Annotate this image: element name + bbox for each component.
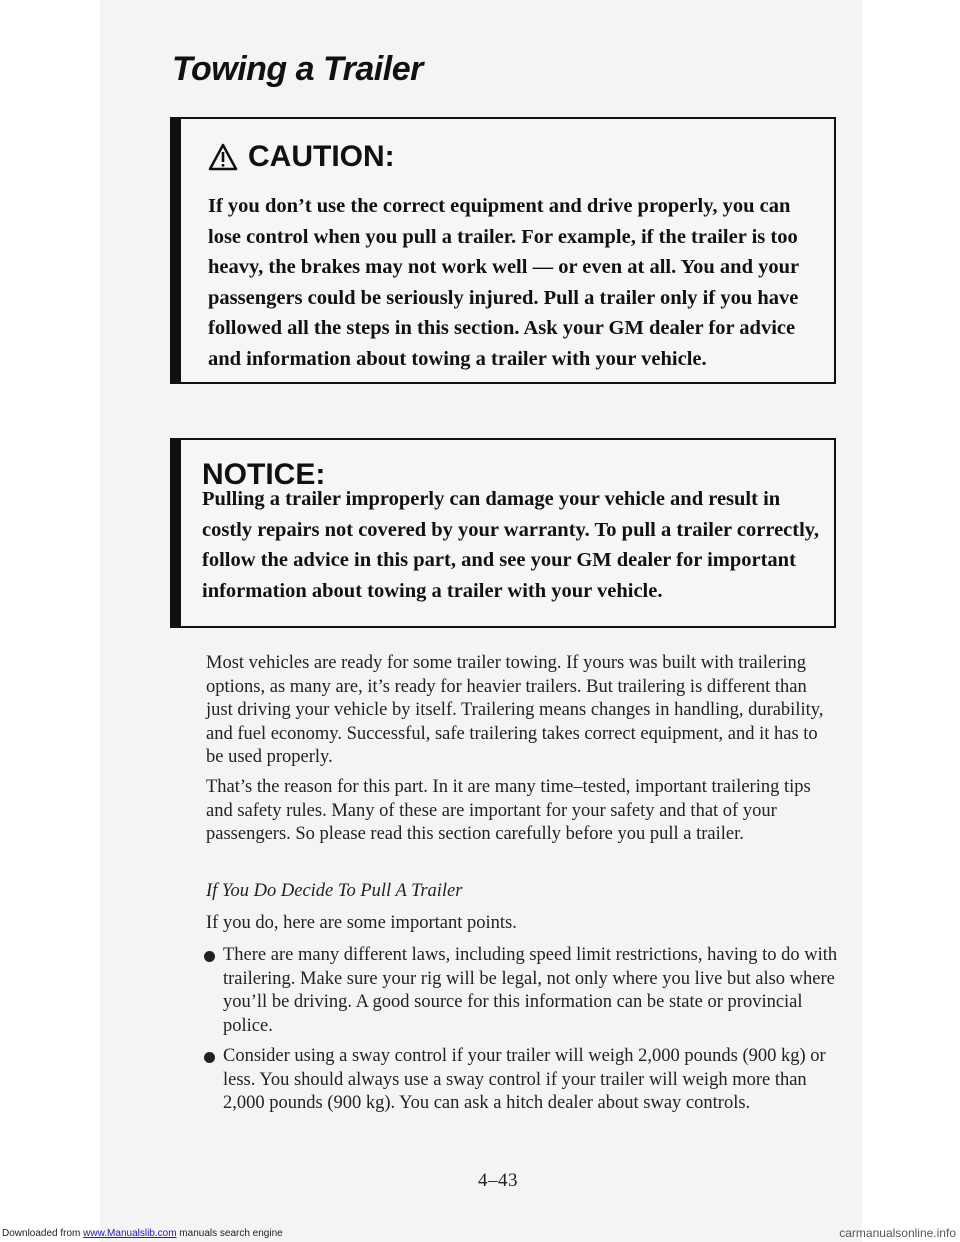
- list-item-text: There are many different laws, including speed limit restrictions, having to do with trailering. Make sure your rig will be legal, not only where you live but also where you’ll be driving. A good source for this information can be state or provincial police.: [223, 945, 838, 1036]
- notice-box-inner: [172, 440, 834, 626]
- subheading: If You Do Decide To Pull A Trailer: [206, 881, 463, 901]
- caution-heading: [208, 140, 395, 174]
- download-footer: [2, 1228, 283, 1239]
- caution-box-inner: [172, 119, 834, 382]
- notice-text: Pulling a trailer improperly can damage your vehicle and result in costly repairs not covered by your warranty. To pull a trailer correctly, follow the advice in this part, and see your GM dealer for important information about towing a trailer with your vehicle.: [202, 488, 820, 602]
- caution-heading-label: CAUTION:: [248, 140, 395, 173]
- bullet-icon: [204, 1052, 215, 1063]
- list-item-text: Consider using a sway control if your trailer will weigh 2,000 pounds (900 kg) or less. You should always use a sway control if your trailer will weigh more than 2,000 pounds (900 kg). You can ask a hitch dealer about sway controls.: [223, 1046, 826, 1113]
- warning-triangle-icon: [208, 143, 238, 171]
- page-title: Towing a Trailer: [172, 50, 423, 88]
- notice-box: [170, 438, 836, 628]
- notice-heading: NOTICE:: [202, 458, 326, 491]
- watermark: carmanualsonline.info: [839, 1226, 956, 1240]
- page-number: 4–43: [478, 1170, 518, 1191]
- caution-box: [170, 117, 836, 384]
- footer-suffix: manuals search engine: [176, 1228, 283, 1239]
- paragraph-intro: Most vehicles are ready for some trailer towing. If yours was built with trailering options, as many are, it’s ready for heavier trailers. But trailering is different than just driving your vehicle by itself. Trailering means changes in handling, durability, and fuel economy. Successful, safe trailering takes correct equipment, and it has to be used properly.: [206, 653, 824, 767]
- paragraph-points: If you do, here are some important points.: [206, 913, 517, 933]
- manualslib-link[interactable]: www.Manualslib.com: [83, 1228, 177, 1239]
- paragraph-reason: That’s the reason for this part. In it are many time–tested, important trailering tips and safety rules. Many of these are important for your safety and that of your passengers. So please read this section carefully before you pull a trailer.: [206, 777, 811, 844]
- footer-prefix: Downloaded from: [2, 1228, 84, 1239]
- bullet-icon: [204, 951, 215, 962]
- caution-text: If you don’t use the correct equipment and drive properly, you can lose control when you pull a trailer. For example, if the trailer is too heavy, the brakes may not work well — or even at all. You and your passengers could be seriously injured. Pull a trailer only if you have followed all the steps in this section. Ask your GM dealer for advice and information about towing a trailer with your vehicle.: [208, 195, 799, 370]
